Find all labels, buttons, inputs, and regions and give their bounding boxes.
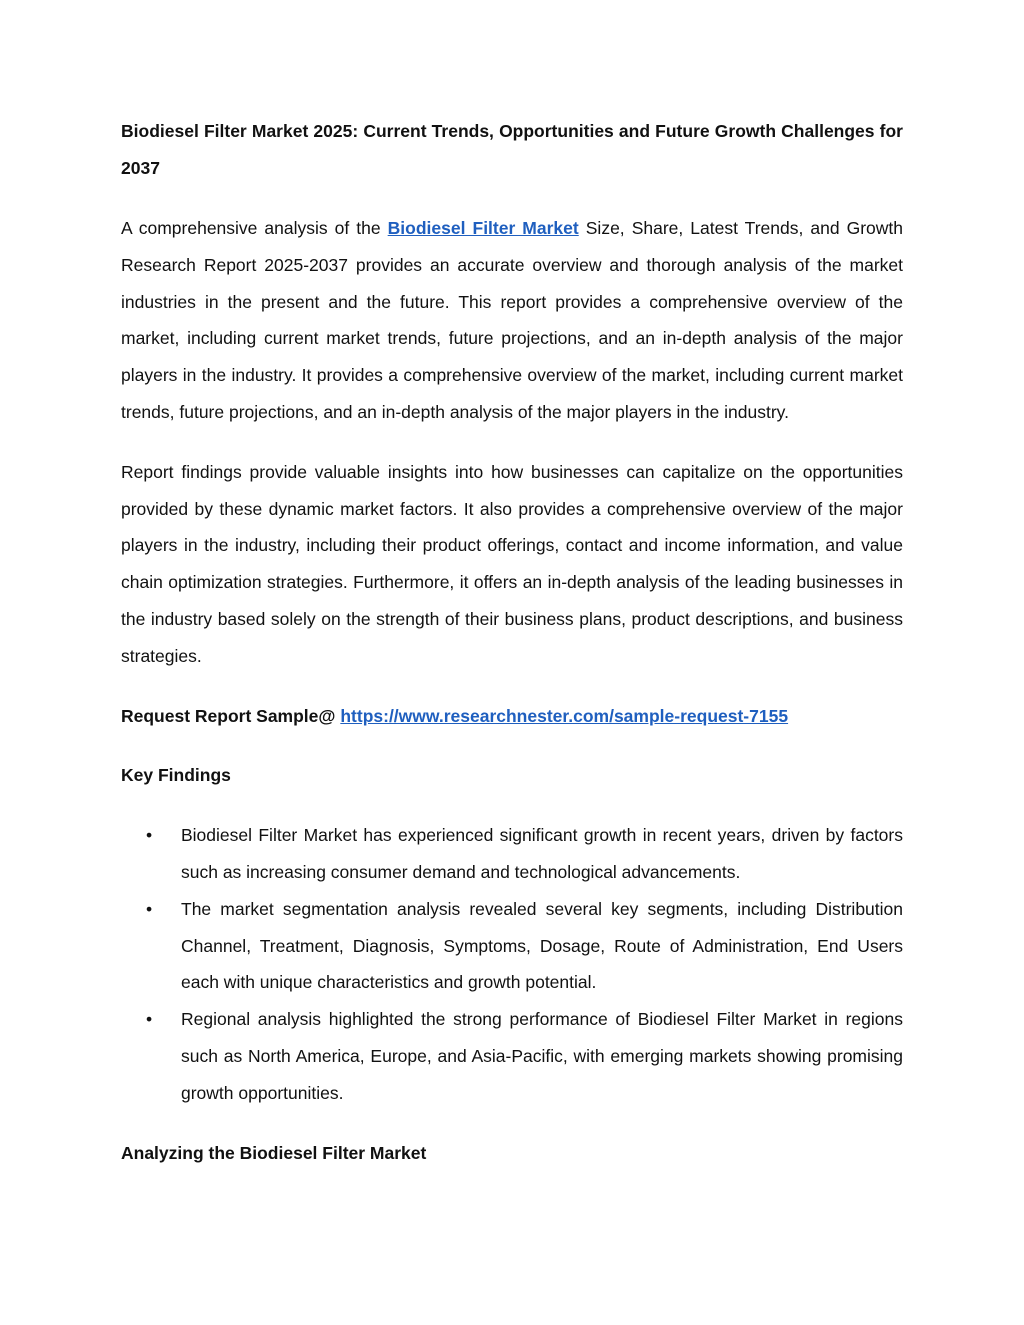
request-sample-label: Request Report Sample@	[121, 705, 341, 726]
list-item	[121, 1001, 903, 1111]
analyzing-heading: Analyzing the Biodiesel Filter Market	[121, 1142, 427, 1163]
findings-paragraph: Report findings provide valuable insights into how businesses can capitalize on the opportunities provided by these dynamic market factors. It also provides a comprehensive overview of the major players in the industry, including their product offerings, contact and income information, and value chain optimization strategies. Furthermore, it offers an in-depth analysis of the leading businesses in the industry based solely on the strength of their business plans, product descriptions, and business strategies.	[121, 461, 903, 666]
intro-paragraph	[121, 210, 903, 431]
bullet-icon: •	[146, 898, 153, 919]
list-item	[121, 891, 903, 1001]
document-page	[121, 113, 903, 1171]
list-item-text: Regional analysis highlighted the strong performance of Biodiesel Filter Market in regions such as North America, Europe, and Asia-Pacific, with emerging markets showing promising growth opportunities.	[181, 1009, 903, 1103]
sample-request-link[interactable]: https://www.researchnester.com/sample-request-7155	[340, 705, 789, 726]
list-item	[121, 817, 903, 891]
intro-text-end: Size, Share, Latest Trends, and Growth Research Report 2025-2037 provides an accurate overview and thorough analysis of the market industries in the present and the future. This report provides a comprehensive overview of the market, including current market trends, future projections, and an in-depth analysis of the major players in the industry. It provides a comprehensive overview of the market, including current market trends, future projections, and an in-depth analysis of the major players in the industry.	[121, 218, 903, 422]
intro-text-start: A comprehensive analysis of the	[121, 218, 388, 238]
bullet-icon: •	[146, 825, 153, 846]
bullet-icon: •	[146, 1009, 153, 1030]
list-item-text: Biodiesel Filter Market has experienced significant growth in recent years, driven by factors such as increasing consumer demand and technological advancements.	[181, 825, 903, 882]
list-item-text: The market segmentation analysis revealed several key segments, including Distribution Channel, Treatment, Diagnosis, Symptoms, Dosage, Route of Administration, End Users each with unique characteristics and growth potential.	[181, 898, 903, 993]
request-sample-line	[121, 698, 903, 735]
market-report-link[interactable]: Biodiesel Filter Market	[387, 218, 579, 238]
key-findings-list	[121, 817, 903, 1111]
document-title: Biodiesel Filter Market 2025: Current Trends, Opportunities and Future Growth Challenges for 2037	[121, 121, 903, 178]
key-findings-heading: Key Findings	[121, 765, 231, 786]
